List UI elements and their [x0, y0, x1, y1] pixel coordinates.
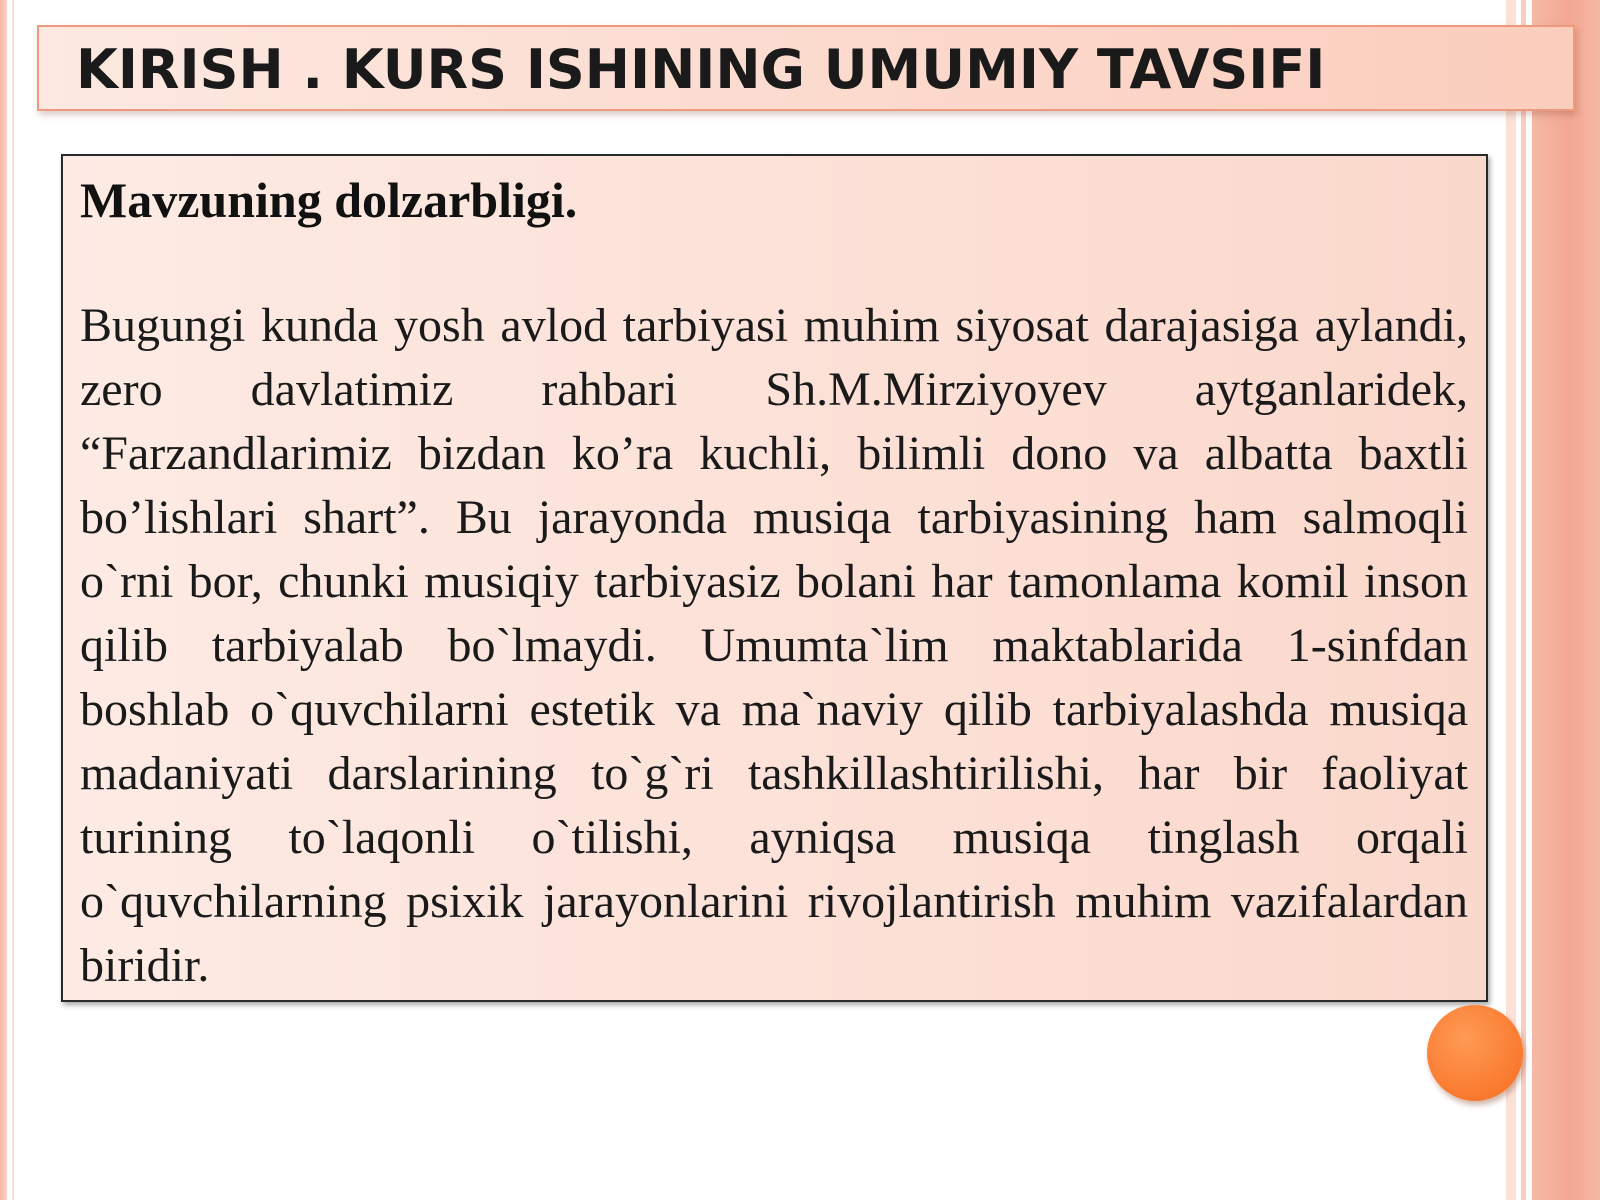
content-box	[61, 154, 1488, 1002]
right-decorative-band	[1532, 0, 1600, 1200]
right-decorative-line-inner	[1521, 0, 1526, 1200]
left-decorative-line	[12, 0, 14, 1200]
decorative-orange-circle	[1427, 1005, 1523, 1101]
content-paragraph: Bugungi kunda yosh avlod tarbiyasi muhim siyosat darajasiga aylandi, zero davlatimiz rahbari Sh.M.Mirziyoyev aytganlaridek, “Farzandlarimiz bizdan ko’ra kuchli, bilimli dono va albatta baxtli bo’lishlari shart”. Bu jarayonda musiqa tarbiyasining ham salmoqli o`rni bor, chunki musiqiy tarbiyasiz bolani har tamonlama komil inson qilib tarbiyalab bo`lmaydi. Umumta`lim maktablarida 1-sinfdan boshlab o`quvchilarni estetik va ma`naviy qilib tarbiyalashda musiqa madaniyati darslarining to`g`ri tashkillashtirilishi, har bir faoliyat turining to`laqonli o`tilishi, ayniqsa musiqa tinglash orqali o`quvchilarning psixik jarayonlarini rivojlantirish muhim vazifalardan biridir.	[80, 299, 1468, 992]
left-decorative-stripe	[0, 0, 7, 1200]
content-heading: Mavzuning dolzarbligi.	[80, 172, 578, 228]
slide-title: KIRISH . KURS ISHINING UMUMIY TAVSIFI	[76, 38, 1326, 101]
title-bar	[37, 25, 1575, 111]
